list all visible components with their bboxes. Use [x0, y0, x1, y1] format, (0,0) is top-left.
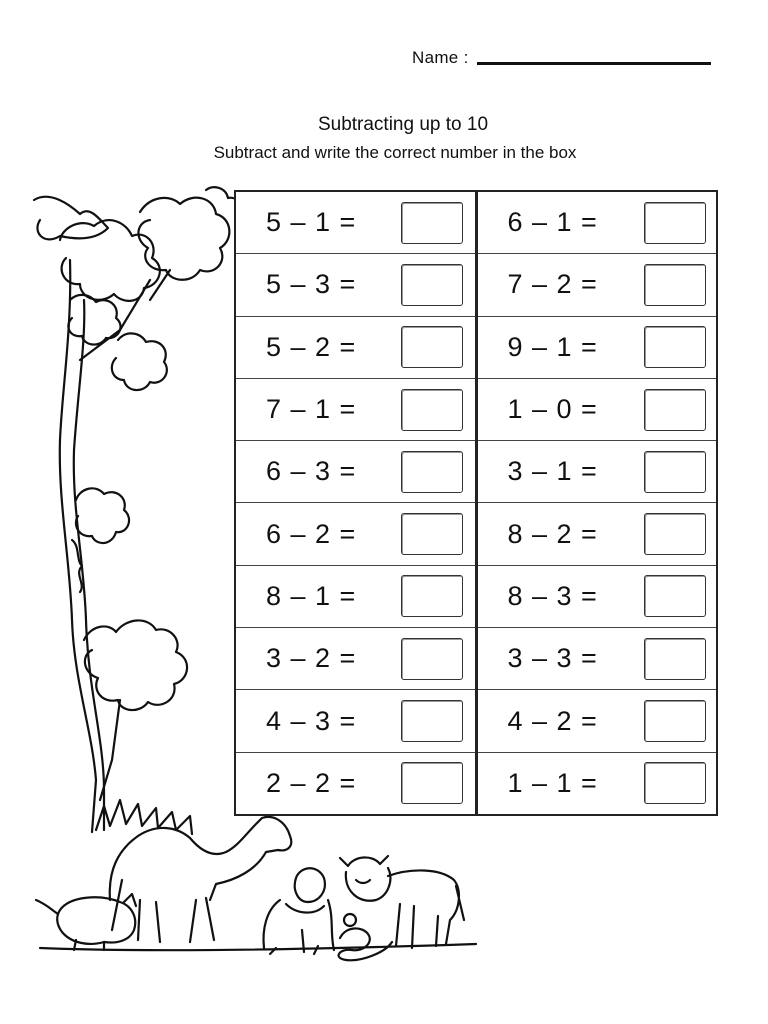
- problem-row: [478, 566, 717, 628]
- snake-icon: [339, 914, 392, 960]
- problem-row: [478, 690, 717, 752]
- answer-box[interactable]: [401, 202, 463, 244]
- problem-row: [236, 192, 475, 254]
- answer-box[interactable]: [644, 638, 706, 680]
- problem-row: [236, 566, 475, 628]
- problem-row: [478, 503, 717, 565]
- ground-line: [40, 944, 476, 950]
- problem-row: [478, 441, 717, 503]
- equation: 1 – 1 =: [507, 767, 598, 798]
- equation: 5 – 2 =: [266, 331, 357, 362]
- problem-row: [236, 254, 475, 316]
- problem-row: [236, 690, 475, 752]
- equation: 5 – 3 =: [266, 269, 357, 300]
- answer-box[interactable]: [644, 202, 706, 244]
- answer-box[interactable]: [401, 700, 463, 742]
- equation: 7 – 2 =: [507, 269, 598, 300]
- equation: 4 – 2 =: [507, 705, 598, 736]
- problem-row: [478, 317, 717, 379]
- equation: 3 – 1 =: [507, 456, 598, 487]
- equation: 5 – 1 =: [266, 207, 357, 238]
- pig-icon: [36, 894, 136, 950]
- page-title: Subtracting up to 10: [317, 114, 489, 135]
- problem-row: [236, 628, 475, 690]
- equation: 6 – 3 =: [266, 456, 357, 487]
- equation: 9 – 1 =: [507, 331, 598, 362]
- name-label: Name :: [412, 48, 469, 67]
- answer-box[interactable]: [644, 575, 706, 617]
- equation: 1 – 0 =: [507, 394, 598, 425]
- problem-row: [236, 379, 475, 441]
- equation: 3 – 3 =: [507, 643, 598, 674]
- page-subtitle: Subtract and write the correct number in the box: [213, 143, 577, 162]
- equation: 2 – 2 =: [266, 767, 357, 798]
- answer-box[interactable]: [644, 389, 706, 431]
- answer-box[interactable]: [401, 326, 463, 368]
- monkey-icon: [264, 868, 334, 954]
- problem-row: [478, 753, 717, 814]
- tree-icon: [34, 187, 239, 834]
- equation: 3 – 2 =: [266, 643, 357, 674]
- subtraction-grid: [234, 190, 718, 816]
- answer-box[interactable]: [644, 700, 706, 742]
- problem-column-left: [236, 192, 478, 814]
- problem-row: [236, 503, 475, 565]
- problem-row: [478, 192, 717, 254]
- problem-row: [478, 254, 717, 316]
- problem-row: [236, 441, 475, 503]
- camel-icon: [110, 817, 292, 942]
- answer-box[interactable]: [644, 762, 706, 804]
- equation: 8 – 3 =: [507, 580, 598, 611]
- answer-box[interactable]: [644, 264, 706, 306]
- problem-row: [236, 317, 475, 379]
- answer-box[interactable]: [401, 638, 463, 680]
- equation: 7 – 1 =: [266, 394, 357, 425]
- answer-box[interactable]: [401, 389, 463, 431]
- equation: 6 – 2 =: [266, 518, 357, 549]
- problem-row: [236, 753, 475, 814]
- answer-box[interactable]: [401, 513, 463, 555]
- answer-box[interactable]: [644, 451, 706, 493]
- cow-icon: [340, 856, 464, 948]
- answer-box[interactable]: [401, 575, 463, 617]
- problem-row: [478, 628, 717, 690]
- problem-column-right: [478, 192, 717, 814]
- equation: 8 – 2 =: [507, 518, 598, 549]
- equation: 4 – 3 =: [266, 705, 357, 736]
- answer-box[interactable]: [401, 762, 463, 804]
- answer-box[interactable]: [644, 326, 706, 368]
- problem-row: [478, 379, 717, 441]
- answer-box[interactable]: [401, 264, 463, 306]
- answer-box[interactable]: [644, 513, 706, 555]
- answer-box[interactable]: [401, 451, 463, 493]
- equation: 6 – 1 =: [507, 207, 598, 238]
- equation: 8 – 1 =: [266, 580, 357, 611]
